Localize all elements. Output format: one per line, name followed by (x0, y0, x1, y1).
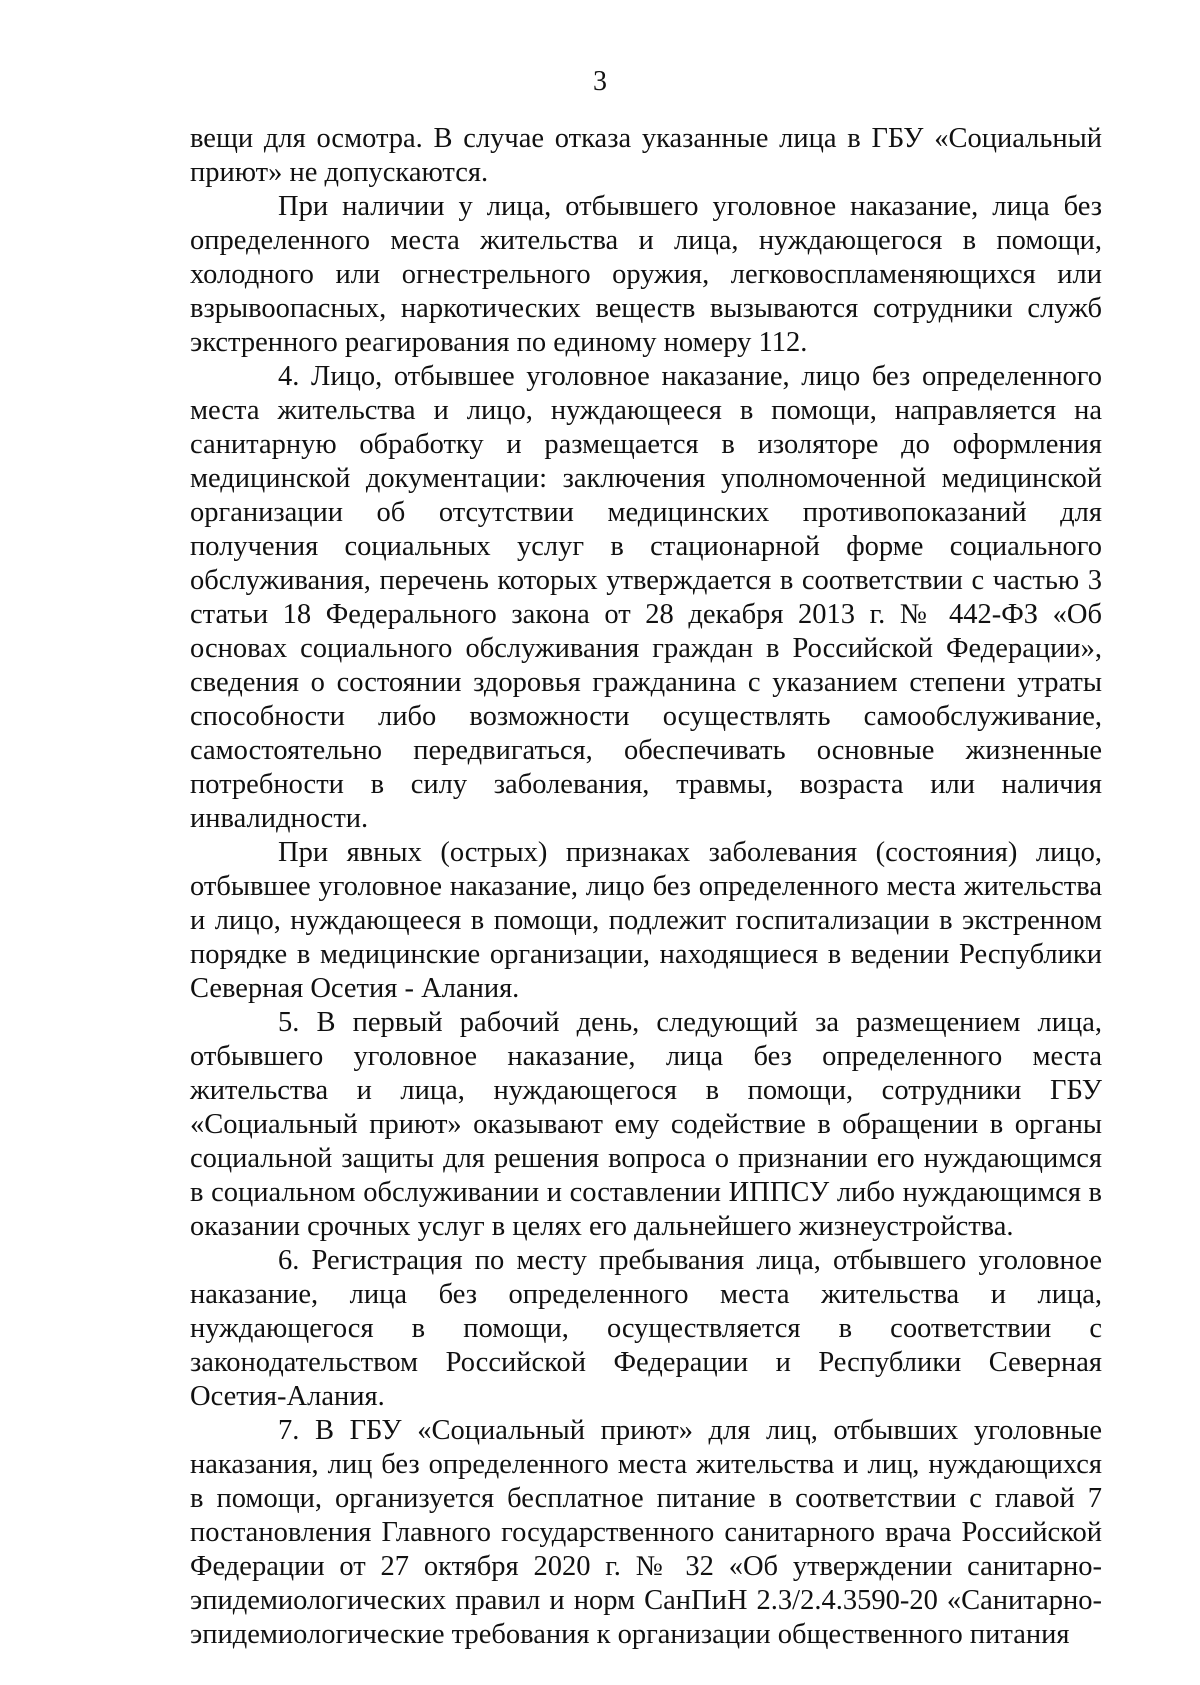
paragraph-weapons: При наличии у лица, отбывшего уголовное наказание, лица без определенного места жительства и лица, нуждающегося в помощи, холодного или огнестрельного оружия, легковоспламеняющихся или взрывоопасных, наркотических веществ вызываются сотрудники служб экстренного реагирования по единому номеру 112. (190, 191, 1102, 358)
paragraph-item-4: 4. Лицо, отбывшее уголовное наказание, лицо без определенного места жительства и лицо, нуждающееся в помощи, направляется на санитарную обработку и размещается в изоляторе до оформления медицинской документации: заключения уполномоченной медицинской организации об отсутствии медицинских противопоказаний для получения социальных услуг в стационарной форме социального обслуживания, перечень которых утверждается в соответствии с частью 3 статьи 18 Федерального закона от 28 декабря 2013 г. № 442-ФЗ «Об основах социального обслуживания граждан в Российской Федерации», сведения о состоянии здоровья гражданина с указанием степени утраты способности либо возможности осуществлять самообслуживание, самостоятельно передвигаться, обеспечивать основные жизненные потребности в силу заболевания, травмы, возраста или наличия инвалидности. (190, 361, 1102, 834)
page-number: 3 (593, 66, 607, 97)
paragraph-item-7: 7. В ГБУ «Социальный приют» для лиц, отбывших уголовные наказания, лиц без определенного места жительства и лиц, нуждающихся в помощи, организуется бесплатное питание в соответствии с главой 7 постановления Главного государственного санитарного врача Российской Федерации от 27 октября 2020 г. № 32 «Об утверждении санитарно-эпидемиологических правил и норм СанПиН 2.3/2.4.3590-20 «Санитарно-эпидемиологические требования к организации общественного питания (190, 1415, 1102, 1650)
paragraph-item-6: 6. Регистрация по месту пребывания лица, отбывшего уголовное наказание, лица без определенного места жительства и лица, нуждающегося в помощи, осуществляется в соответствии с законодательством Российской Федерации и Республики Северная Осетия-Алания. (190, 1245, 1102, 1412)
paragraph-item-5: 5. В первый рабочий день, следующий за размещением лица, отбывшего уголовное наказание, лица без определенного места жительства и лица, нуждающегося в помощи, сотрудники ГБУ «Социальный приют» оказывают ему содействие в обращении в органы социальной защиты для решения вопроса о признании его нуждающимся в социальном обслуживании и составлении ИППСУ либо нуждающимся в оказании срочных услуг в целях его дальнейшего жизнеустройства. (190, 1007, 1102, 1242)
paragraph-continuation: вещи для осмотра. В случае отказа указанные лица в ГБУ «Социальный приют» не допускаются. (190, 123, 1102, 188)
document-body (190, 122, 1102, 1652)
paragraph-hospitalization: При явных (острых) признаках заболевания (состояния) лицо, отбывшее уголовное наказание, лицо без определенного места жительства и лицо, нуждающееся в помощи, подлежит госпитализации в экстренном порядке в медицинские организации, находящиеся в ведении Республики Северная Осетия - Алания. (190, 837, 1102, 1004)
